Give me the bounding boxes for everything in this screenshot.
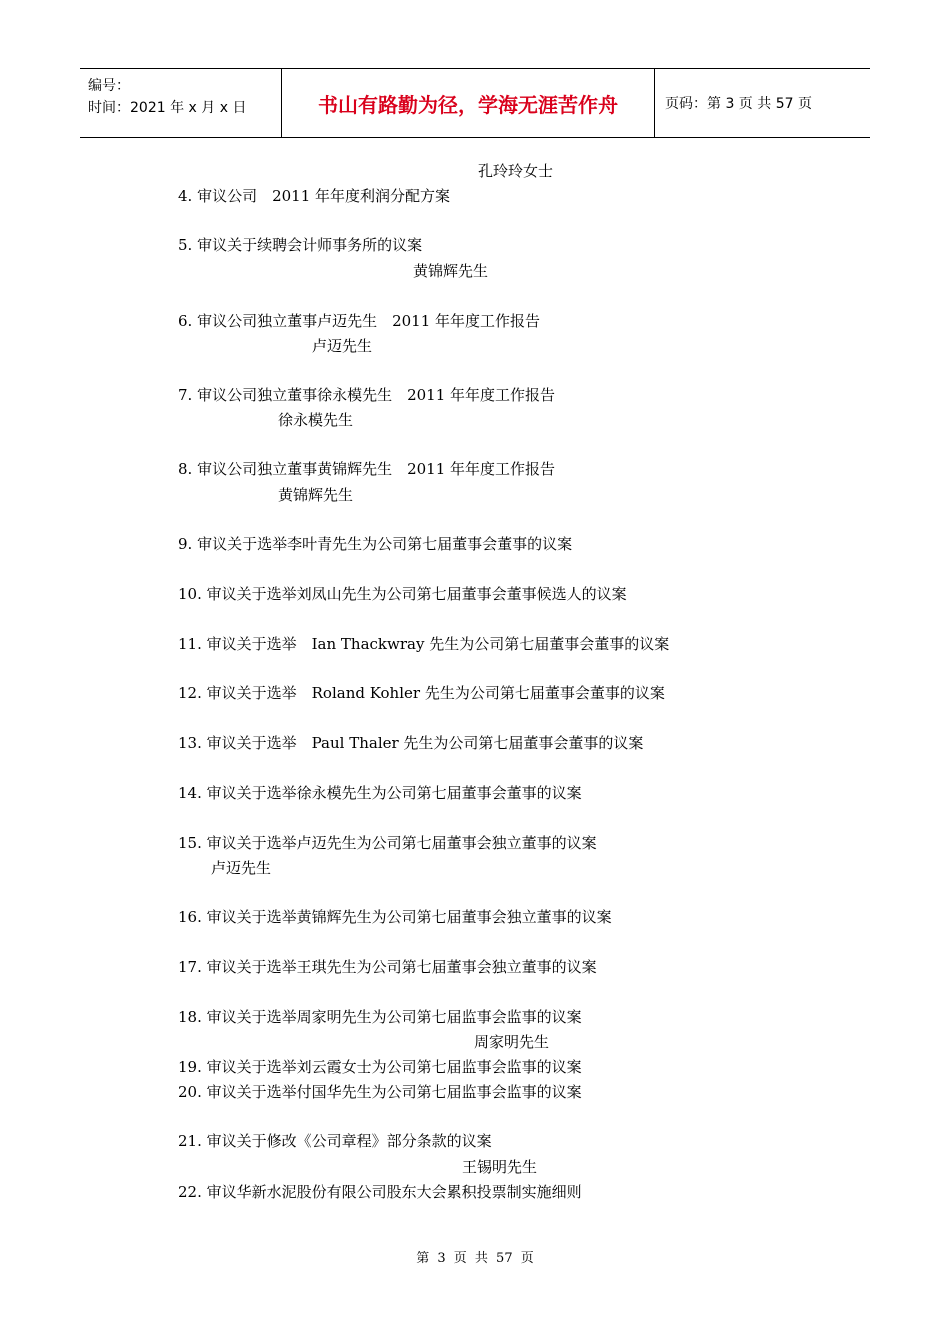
page-footer: 第 3 页 共 57 页 [416, 1251, 534, 1266]
header-page-info: 页码：第 3 页 共 57 页 [665, 96, 812, 112]
agenda-item: 17. 审议关于选举王琪先生为公司第七届董事会独立董事的议案 [178, 958, 597, 976]
agenda-item: 9. 审议关于选举李叶青先生为公司第七届董事会董事的议案 [178, 535, 573, 553]
agenda-item: 4. 审议公司 2011 年年度利润分配方案 [178, 187, 451, 205]
page-header [80, 68, 870, 138]
agenda-item: 8. 审议公司独立董事黄锦辉先生 2011 年年度工作报告 [178, 460, 556, 478]
agenda-item: 16. 审议关于选举黄锦辉先生为公司第七届董事会独立董事的议案 [178, 908, 612, 926]
presenter-line: 卢迈先生 [211, 859, 272, 877]
presenter-line: 卢迈先生 [312, 337, 373, 355]
header-divider [654, 69, 655, 137]
header-meta [88, 75, 246, 119]
agenda-item: 12. 审议关于选举 Roland Kohler 先生为公司第七届董事会董事的议案 [178, 684, 665, 702]
agenda-item: 15. 审议关于选举卢迈先生为公司第七届董事会独立董事的议案 [178, 834, 597, 852]
header-motto: 书山有路勤为径，学海无涯苦作舟 [318, 92, 618, 117]
presenter-line: 黄锦辉先生 [413, 262, 489, 280]
agenda-item: 21. 审议关于修改《公司章程》部分条款的议案 [178, 1132, 492, 1150]
presenter-line: 黄锦辉先生 [278, 486, 354, 504]
presenter-line: 孔玲玲女士 [478, 162, 554, 180]
agenda-item: 22. 审议华新水泥股份有限公司股东大会累积投票制实施细则 [178, 1183, 582, 1201]
agenda-item: 20. 审议关于选举付国华先生为公司第七届监事会监事的议案 [178, 1083, 582, 1101]
presenter-line: 王锡明先生 [462, 1158, 538, 1176]
agenda-item: 10. 审议关于选举刘凤山先生为公司第七届董事会董事候选人的议案 [178, 585, 627, 603]
agenda-item: 13. 审议关于选举 Paul Thaler 先生为公司第七届董事会董事的议案 [178, 734, 644, 752]
document-number-label: 编号： [88, 78, 130, 94]
agenda-item: 11. 审议关于选举 Ian Thackwray 先生为公司第七届董事会董事的议案 [178, 635, 670, 653]
agenda-item: 7. 审议公司独立董事徐永模先生 2011 年年度工作报告 [178, 386, 556, 404]
agenda-item: 6. 审议公司独立董事卢迈先生 2011 年年度工作报告 [178, 312, 541, 330]
agenda-item: 18. 审议关于选举周家明先生为公司第七届监事会监事的议案 [178, 1008, 582, 1026]
document-time-label: 时间：2021 年 x 月 x 日 [88, 100, 247, 116]
agenda-item: 5. 审议关于续聘会计师事务所的议案 [178, 236, 423, 254]
agenda-item: 14. 审议关于选举徐永模先生为公司第七届董事会董事的议案 [178, 784, 582, 802]
presenter-line: 徐永模先生 [278, 411, 354, 429]
agenda-item: 19. 审议关于选举刘云霞女士为公司第七届监事会监事的议案 [178, 1058, 582, 1076]
presenter-line: 周家明先生 [474, 1033, 550, 1051]
